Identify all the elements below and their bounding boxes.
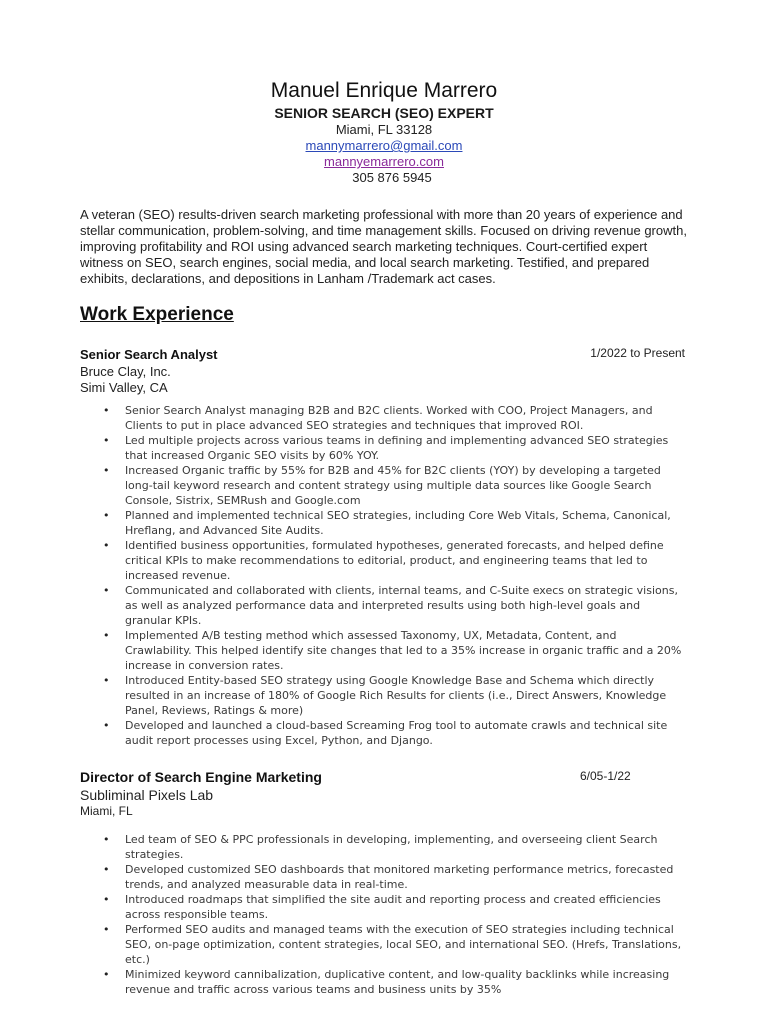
candidate-title: SENIOR SEARCH (SEO) EXPERT xyxy=(274,105,494,121)
job-location: Simi Valley, CA xyxy=(80,380,168,395)
job-title: Senior Search Analyst xyxy=(80,347,218,362)
job-bullet: • Performed SEO audits and managed teams with the execution of SEO strategies including technical SEO, on-page optimization, content strategies, local SEO, and international SEO. (Hrefs, Translations, etc.) xyxy=(80,922,685,967)
resume-header xyxy=(0,78,768,186)
work-experience-heading: Work Experience xyxy=(80,304,234,325)
email-link[interactable]: mannymarrero@gmail.com xyxy=(305,138,463,153)
job-entry-senior-search-analyst xyxy=(80,346,685,748)
website-link[interactable]: mannyemarrero.com xyxy=(324,154,444,169)
job-company: Subliminal Pixels Lab xyxy=(80,787,214,803)
job-bullet: • Identified business opportunities, formulated hypotheses, generated forecasts, and helped define critical KPIs to make recommendations to editorial, product, and engineering teams that led to increased revenue. xyxy=(80,538,685,583)
job-bullet: • Led multiple projects across various teams in defining and implementing advanced SEO strategies that increased Organic SEO visits by 60% YOY. xyxy=(80,433,685,463)
job-bullet: • Developed customized SEO dashboards that monitored marketing performance metrics, forecasted trends, and analyzed measurable data in real-time. xyxy=(80,862,685,892)
professional-summary: A veteran (SEO) results-driven search marketing professional with more than 20 years of experience and stellar communication, problem-solving, and time management skills. Focused on driving revenue growth, improving profitability and ROI using advanced search marketing techniques. Court-certified expert witness on SEO, search engines, social media, and local search marketing. Testified, and prepared exhibits, declarations, and depositions in Lanham /Trademark act cases. xyxy=(80,207,687,286)
job-bullet: • Introduced Entity-based SEO strategy using Google Knowledge Base and Schema which directly resulted in an increase of 180% of Google Rich Results for clients (i.e., Direct Answers, Knowledge Panel, Reviews, Ratings & more) xyxy=(80,673,685,718)
job-title: Director of Search Engine Marketing xyxy=(80,769,322,785)
job-dates: 1/2022 to Present xyxy=(590,346,685,360)
job-bullet-list xyxy=(80,832,685,997)
job-company: Bruce Clay, Inc. xyxy=(80,364,171,379)
job-dates: 6/05-1/22 xyxy=(580,769,631,783)
phone-number: 305 876 5945 xyxy=(352,170,432,185)
job-entry-director-sem xyxy=(80,769,685,997)
job-location: Miami, FL xyxy=(80,804,133,818)
job-bullet: • Introduced roadmaps that simplified the site audit and reporting process and created efficiencies across responsible teams. xyxy=(80,892,685,922)
job-bullet: • Minimized keyword cannibalization, duplicative content, and low-quality backlinks while increasing revenue and traffic across various teams and business units by 35% xyxy=(80,967,685,997)
job-bullet: • Implemented A/B testing method which assessed Taxonomy, UX, Metadata, Content, and Crawlability. This helped identify site changes that led to a 35% increase in organic traffic and a 20% increase in conversion rates. xyxy=(80,628,685,673)
job-bullet: • Senior Search Analyst managing B2B and B2C clients. Worked with COO, Project Managers, and Clients to put in place advanced SEO strategies and techniques that improved ROI. xyxy=(80,403,685,433)
candidate-name: Manuel Enrique Marrero xyxy=(270,79,498,102)
job-bullet-list xyxy=(80,403,685,748)
job-bullet: • Led team of SEO & PPC professionals in developing, implementing, and overseeing client Search strategies. xyxy=(80,832,685,862)
job-bullet: • Communicated and collaborated with clients, internal teams, and C-Suite execs on strategic visions, as well as analyzed performance data and interpreted results using both high-level goals and granular KPIs. xyxy=(80,583,685,628)
location-line: Miami, FL 33128 xyxy=(335,122,433,137)
job-bullet: • Planned and implemented technical SEO strategies, including Core Web Vitals, Schema, Canonical, Hreflang, and Advanced Site Audits. xyxy=(80,508,685,538)
job-bullet: • Increased Organic traffic by 55% for B2B and 45% for B2C clients (YOY) by developing a targeted long-tail keyword research and content strategy using multiple data sources like Google Search Console, Sistrix, SEMRush and Google.com xyxy=(80,463,685,508)
job-bullet: • Developed and launched a cloud-based Screaming Frog tool to automate crawls and technical site audit report processes using Excel, Python, and Django. xyxy=(80,718,685,748)
